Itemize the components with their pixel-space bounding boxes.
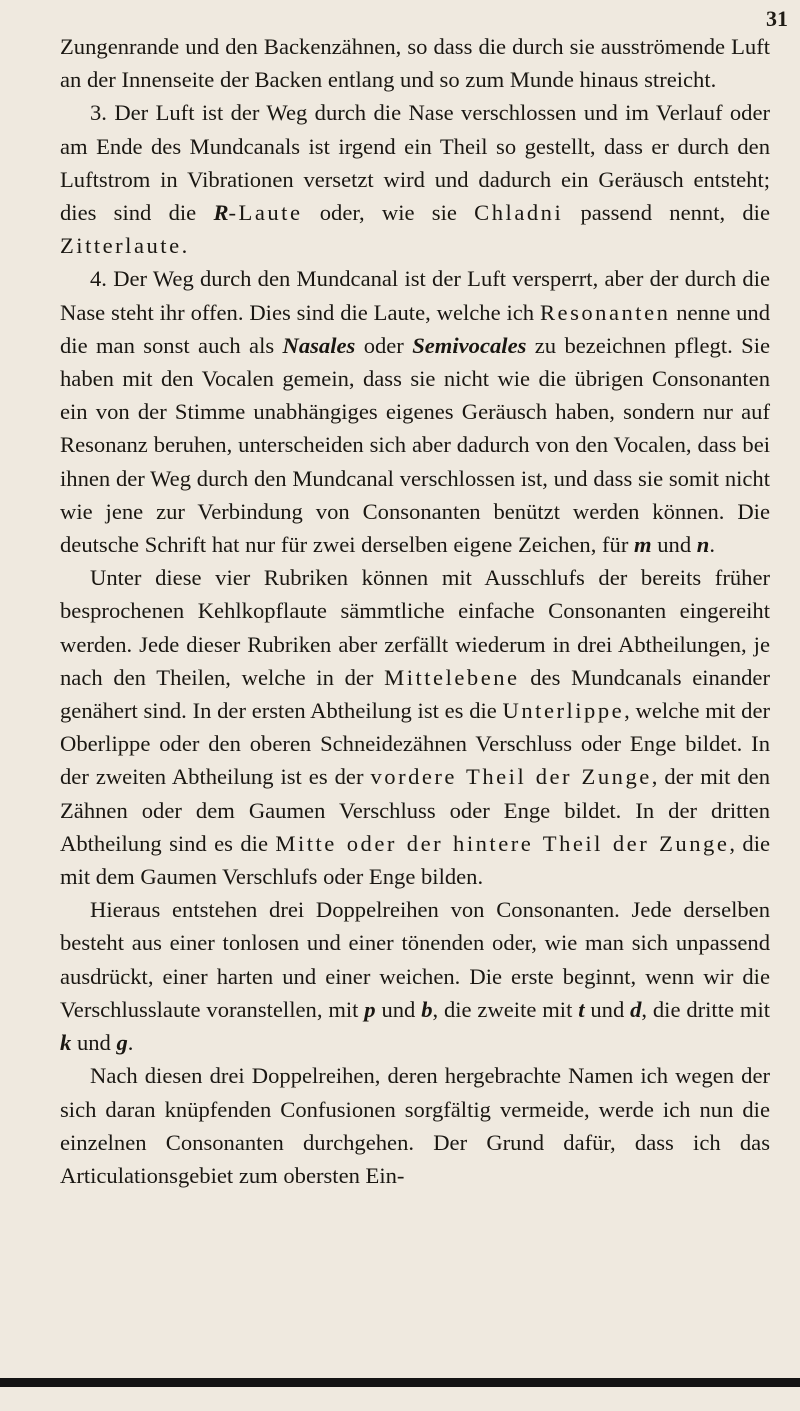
text-run: oder [355, 332, 413, 358]
page-number: 31 [766, 6, 788, 31]
italic-k: k [60, 1030, 72, 1056]
italic-m: m [634, 532, 652, 558]
bottom-rule [0, 1378, 800, 1387]
body-text [60, 30, 770, 1192]
text-run: und [375, 996, 422, 1022]
italic-g: g [116, 1030, 128, 1056]
text-run: , der mit den Zähnen oder dem Gaumen Verschluss oder Enge bildet. In der dritten Abtheilung sind es die [60, 764, 770, 856]
paragraph-3 [60, 262, 770, 561]
text-run: des Mundcanals einander genähert sind. In der ersten Abtheilung ist es die [60, 664, 770, 724]
spaced-resonanten: Resonanten [539, 299, 671, 325]
text-run: und [584, 996, 631, 1022]
paragraph-6: Nach diesen drei Doppelreihen, deren hergebrachte Namen ich wegen der sich daran knüpfenden Confusionen sorgfältig vermeide, werde ich nun die einzelnen Consonanten durchgehen. Der Grund dafür, dass ich das Articulationsgebiet zum obersten Ein- [60, 1063, 770, 1188]
text-run: , die dritte mit [641, 996, 770, 1022]
text-run: Hieraus entstehen drei Doppelreihen von Consonanten. Jede derselben besteht aus einer tonlosen und einer tönenden oder, wie man sich unpassend ausdrückt, einer harten und einer weichen. Die erste beginnt, wenn wir die Verschlusslaute voranstellen, mit [60, 897, 770, 1022]
text-run: . [709, 532, 716, 558]
paragraph-2 [60, 96, 770, 262]
spaced-unterlippe: Unterlippe [502, 698, 625, 724]
spaced-mitte-hintere-theil: Mitte oder der hintere Theil der Zunge [275, 830, 730, 856]
text-run: Unter diese vier Rubriken können mit Ausschlufs der bereits früher besprochenen Kehlkopflaute sämmtliche einfache Consonanten eingereiht werden. Jede dieser Rubriken aber zerfällt wiederum in drei Abtheilungen, je nach den Theilen, welche in der [60, 565, 770, 690]
italic-n: n [696, 532, 710, 558]
paragraph-5 [60, 893, 770, 1059]
text-run: 3. Der Luft ist der Weg durch die Nase verschlossen und im Verlauf oder am Ende des Mundcanals ist irgend ein Theil so gestellt, dass er durch den Luftstrom in Vibrationen versetzt wird und dadurch ein Geräusch entsteht; dies sind die [60, 100, 770, 226]
text-run: und [651, 532, 697, 558]
spaced-r-laute: -Laute [228, 200, 303, 226]
text-run: 4. Der Weg durch den Mundcanal ist der Luft versperrt, aber der durch die Nase steht ihr offen. Dies sind die Laute, welche ich [60, 266, 770, 325]
text-run: nenne und die man sonst auch als [60, 299, 771, 358]
spaced-mittelebene: Mittelebene [384, 664, 520, 690]
spaced-zitterlaute: Zitterlaute [60, 233, 182, 259]
paragraph-4 [60, 561, 770, 893]
text-run: , welche mit der Oberlippe oder den oberen Schneidezähnen Verschluss oder Enge bildet. In der zweiten Abtheilung ist es der [60, 698, 770, 790]
italic-p: p [364, 996, 376, 1022]
text-run: zu bezeichnen pflegt. Sie haben mit den Vocalen gemein, dass sie nicht wie die übrigen Consonanten ein von der Stimme unabhängiges eigenes Geräusch haben, sondern nur auf Resonanz beruhen, unterscheiden sich aber dadurch von den Vocalen, dass bei ihnen der Weg durch den Mundcanal verschlossen ist, und dass sie somit nicht wie jene zur Verbindung von Consonanten benützt werden können. Die deutsche Schrift hat nur für zwei derselben eigene Zeichen, für [60, 332, 770, 558]
text-run: , die mit dem Gaumen Verschlufs oder Enge bilden. [60, 830, 771, 890]
italic-d: d [630, 996, 642, 1022]
emphasis-r: R [213, 200, 229, 226]
text-run: . [181, 233, 188, 259]
text-run: passend nennt, die [563, 200, 770, 226]
italic-t: t [578, 996, 585, 1022]
italic-b: b [421, 996, 433, 1022]
spaced-vordere-theil: vordere Theil der Zunge [370, 764, 652, 790]
text-run: , die zweite mit [432, 996, 579, 1022]
paragraph-1: Zungenrande und den Backenzähnen, so dass die durch sie ausströmende Luft an der Innenseite der Backen entlang und so zum Munde hinaus streicht. [60, 34, 770, 93]
italic-semivocales: Semivocales [412, 332, 527, 358]
spaced-chladni: Chladni [474, 200, 564, 226]
text-run: und [71, 1030, 117, 1056]
text-run: oder, wie sie [302, 200, 475, 226]
italic-nasales: Nasales [282, 332, 356, 358]
text-run: . [127, 1030, 134, 1056]
